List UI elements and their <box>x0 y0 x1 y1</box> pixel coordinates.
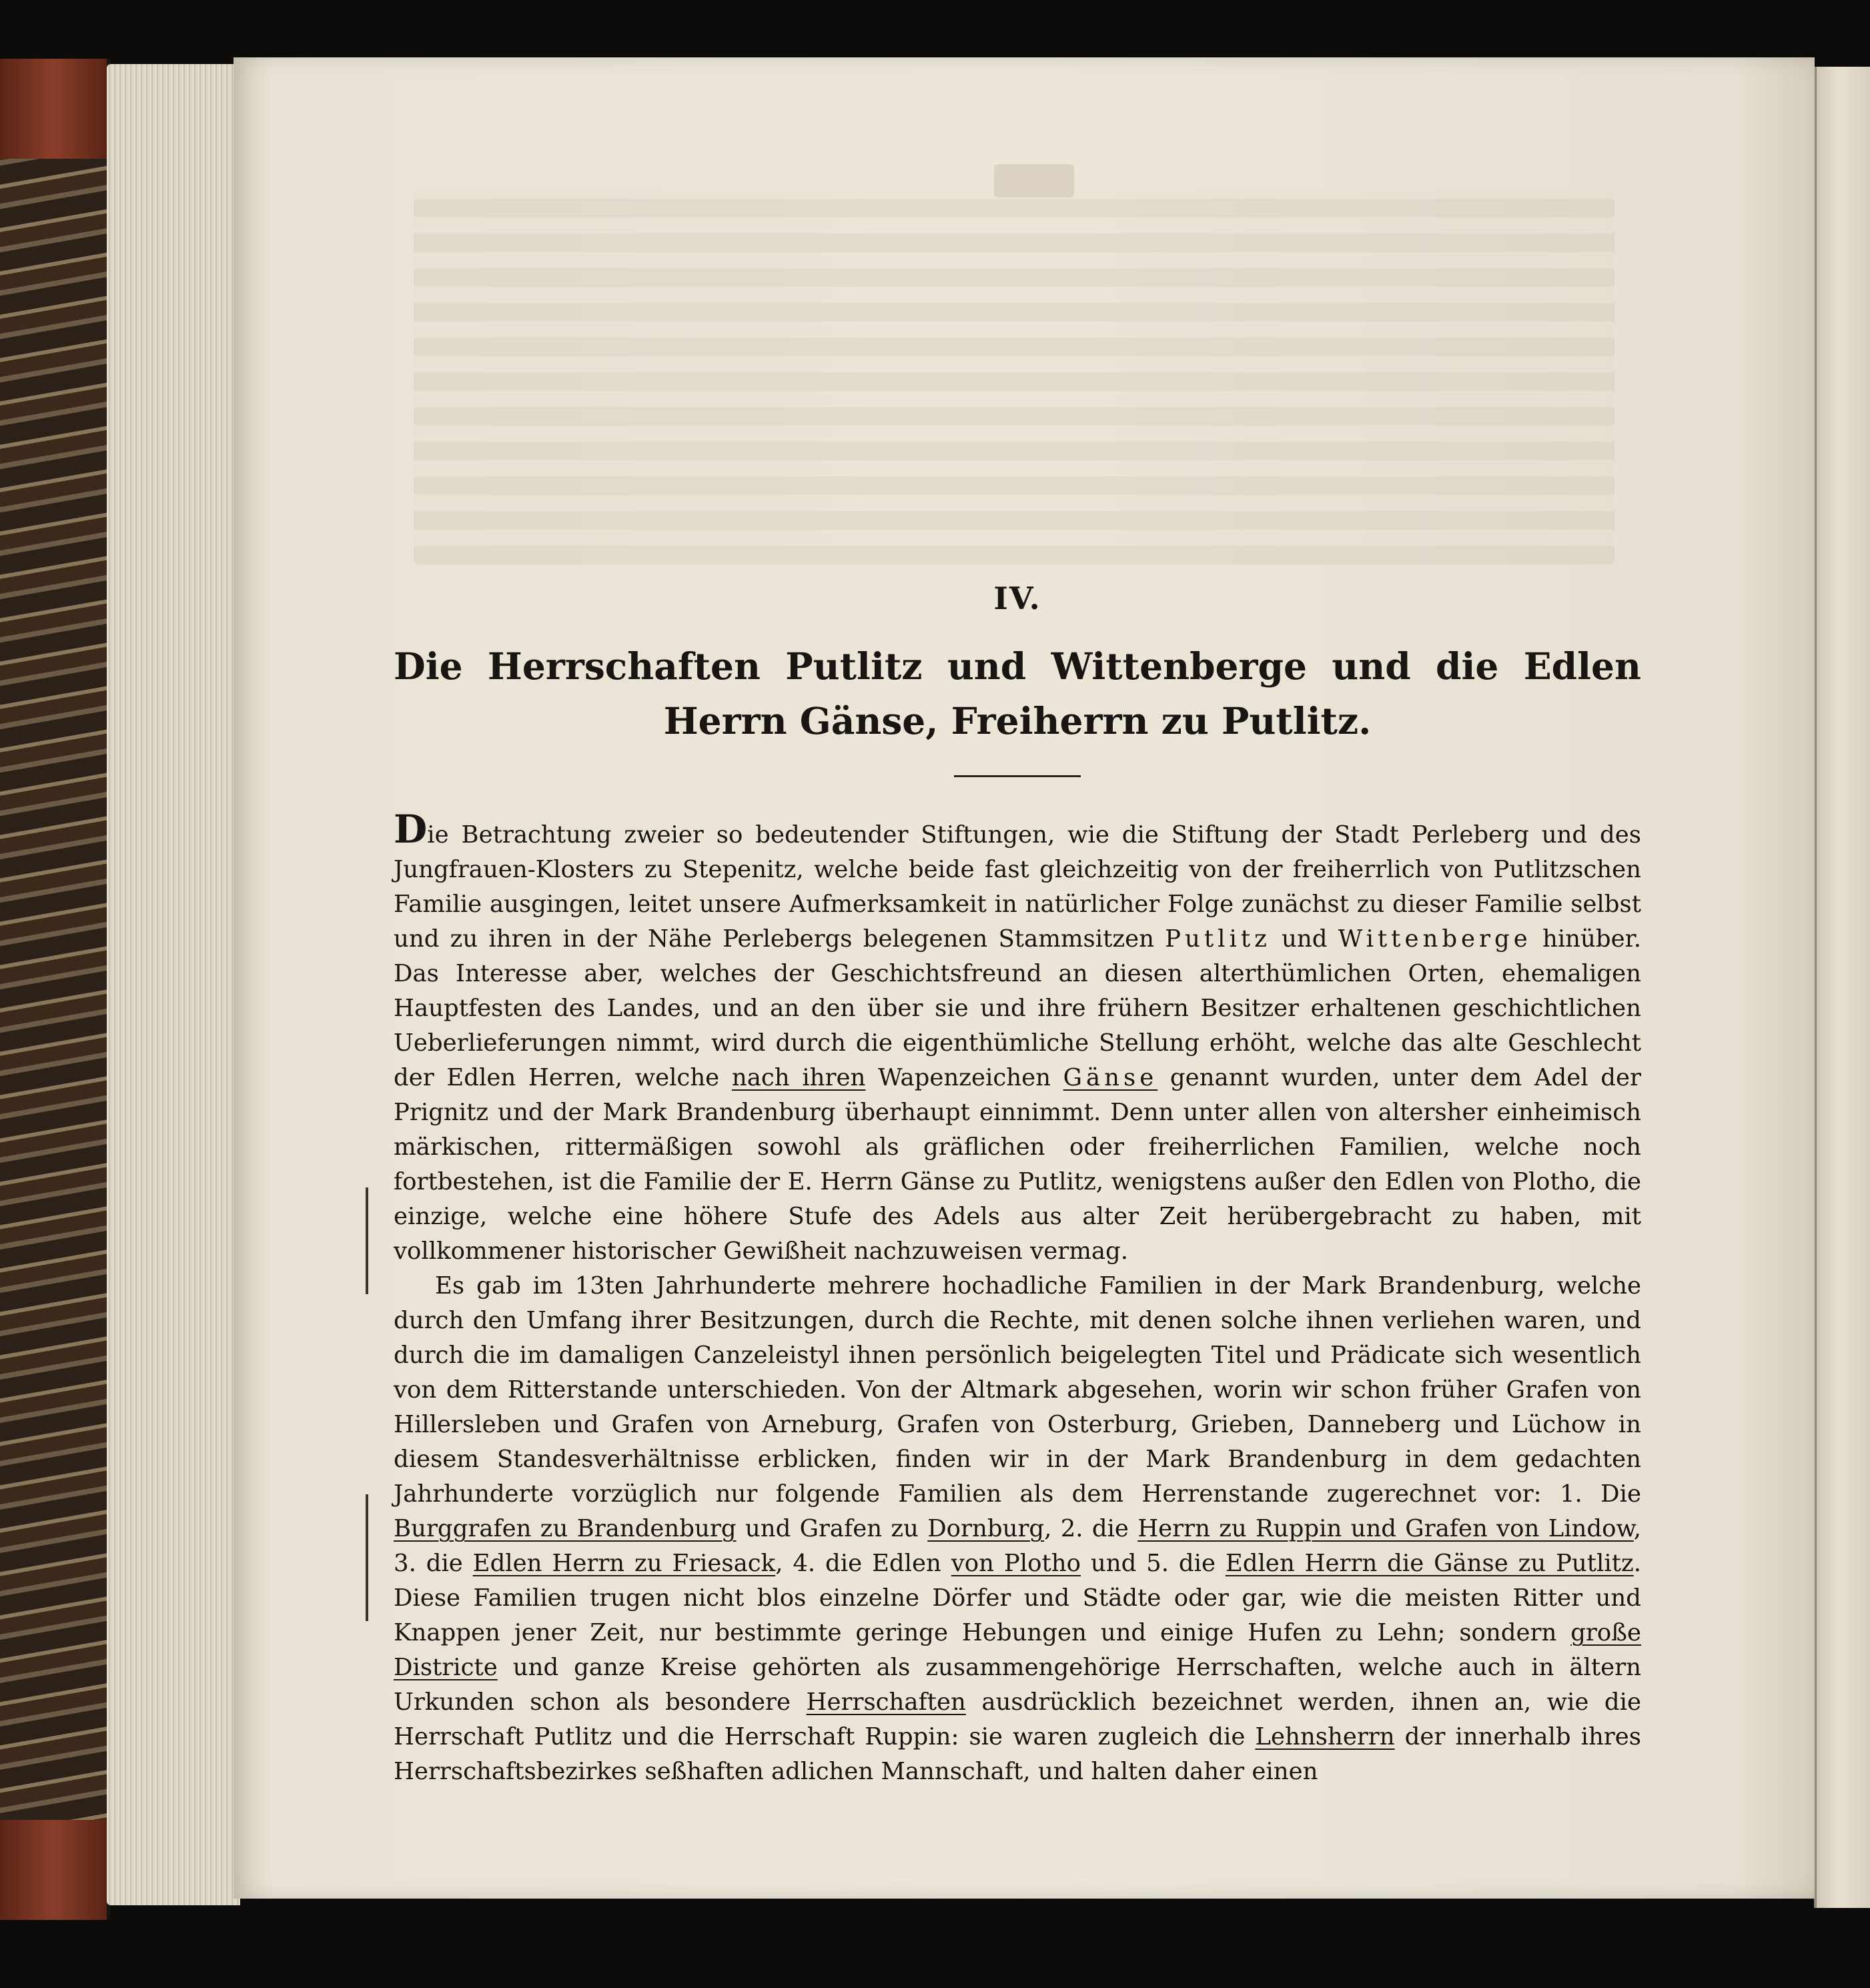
page-content <box>394 580 1641 1789</box>
text-run: Es gab im 13ten Jahrhunderte mehrere hochadliche Familien in der Mark Brandenburg, welche durch den Umfang ihrer Besitzungen, durch die Rechte, mit denen solche ihnen verliehen waren, und durch die im damaligen Canzeleistyl ihnen persönlich beigelegten Titel und Prädicate sich wesentlich von dem Ritterstande unterschieden. Von der Altmark abgesehen, worin wir schon früher Grafen von Hillersleben und Grafen von Arneburg, Grafen von Osterburg, Grieben, Danneberg und Lüchow in diesem Standesverhältnisse erblicken, finden wir in der Mark Brandenburg in dem gedachten Jahrhunderte vorzüglich nur folgende Familien als dem Herrenstande zugerechnet vor: 1. Die <box>394 1272 1641 1508</box>
underlined-text: nach ihren <box>731 1064 866 1091</box>
binding-corner-bottom <box>0 1820 107 1920</box>
text-run: und <box>1270 925 1338 953</box>
text-run: Putlitz <box>1165 925 1271 953</box>
underlined-text: Lehnsherrn <box>1255 1723 1395 1751</box>
margin-pencil-mark <box>366 1494 368 1621</box>
paragraph <box>394 807 1642 1269</box>
underlined-text: Herrn zu Ruppin und Grafen von Lindow <box>1137 1515 1634 1542</box>
text-run: und 5. die <box>1080 1550 1226 1577</box>
underlined-text: große Districte <box>394 1619 1641 1681</box>
text-run: und Grafen zu <box>736 1515 928 1542</box>
text-run: Wapenzeichen <box>865 1064 1063 1091</box>
text-run: , 3. die <box>394 1515 1641 1577</box>
text-run: Wittenberge <box>1338 925 1532 953</box>
underlined-text: Gänse <box>1063 1064 1158 1091</box>
initial-letter: D <box>394 807 428 852</box>
facing-page-edge <box>1814 67 1870 1908</box>
text-run: und ganze Kreise gehörten als zusammengehörige Herrschaften, welche auch in ältern Urkunden schon als besondere <box>394 1654 1641 1716</box>
text-run: , 2. die <box>1044 1515 1138 1542</box>
underlined-text: Herrschaften <box>806 1688 966 1716</box>
paragraph <box>394 1269 1641 1789</box>
underlined-text: Edlen Herrn zu Friesack <box>472 1550 776 1577</box>
text-run: der innerhalb ihres Herrschaftsbezirkes seßhaften adlichen Mannschaft, und halten daher einen <box>394 1723 1642 1785</box>
text-run: genannt wurden, unter dem Adel der Prignitz und der Mark Brandenburg überhaupt einnimmt. Denn unter allen von altersher einheimisch märkischen, rittermäßigen sowohl als gräflichen oder freiherrlichen Familien, welche noch fortbestehen, ist die Familie der E. Herrn Gänse zu Putlitz, wenigstens außer den Edlen von Plotho, die einzige, welche eine höhere Stufe des Adels aus alter Zeit herübergebracht zu haben, mit vollkommener historischer Gewißheit nachzuweisen vermag. <box>394 1064 1642 1265</box>
chapter-title: Die Herrschaften Putlitz und Wittenberge und die Edlen Herrn Gänse, Freiherrn zu Putlitz. <box>394 644 1641 742</box>
text-run: ie Betrachtung zweier so bedeutender Stiftungen, wie die Stiftung der Stadt Perleberg und des Jungfrauen-Klosters zu Stepenitz, welche beide fast gleichzeitig von der freiherrlich von Putlitzschen Familie ausgingen, leitet unsere Aufmerksamkeit in natürlicher Folge zunächst zu dieser Familie selbst und zu ihren in der Nähe Perlebergs belegenen Stammsitzen <box>394 821 1641 953</box>
underlined-text: Dornburg <box>927 1515 1045 1542</box>
page-edges <box>107 64 240 1905</box>
text-run: hinüber. Das Interesse aber, welches der Geschichtsfreund an diesen alterthümlichen Orten, ehemaligen Hauptfesten des Landes, und an den über sie und ihre frühern Besitzer erhaltenen geschichtlichen Ueberlieferungen nimmt, wird durch die eigenthümliche Stellung erhöht, welche das alte Geschlecht der Edlen Herren, welche <box>394 925 1641 1091</box>
book-binding <box>0 59 111 1920</box>
text-run: ausdrücklich bezeichnet werden, ihnen an, wie die Herrschaft Putlitz und die Herrschaft Ruppin: sie waren zugleich die <box>394 1688 1641 1751</box>
title-divider <box>954 775 1081 777</box>
underlined-text: von Plotho <box>951 1550 1081 1577</box>
text-run: . Diese Familien trugen nicht blos einzelne Dörfer und Städte oder gar, wie die meisten Ritter und Knappen jener Zeit, nur bestimmte geringe Hebungen und einige Hufen zu Lehn; sondern <box>394 1550 1641 1646</box>
text-run: , 4. die Edlen <box>775 1550 951 1577</box>
margin-pencil-mark <box>366 1187 368 1294</box>
bleed-through-text <box>414 191 1614 564</box>
underlined-text: Burggrafen zu Brandenburg <box>394 1515 737 1542</box>
binding-corner-top <box>0 59 107 159</box>
chapter-number: IV. <box>993 580 1041 616</box>
underlined-text: Edlen Herrn die Gänse zu Putlitz <box>1225 1550 1634 1577</box>
